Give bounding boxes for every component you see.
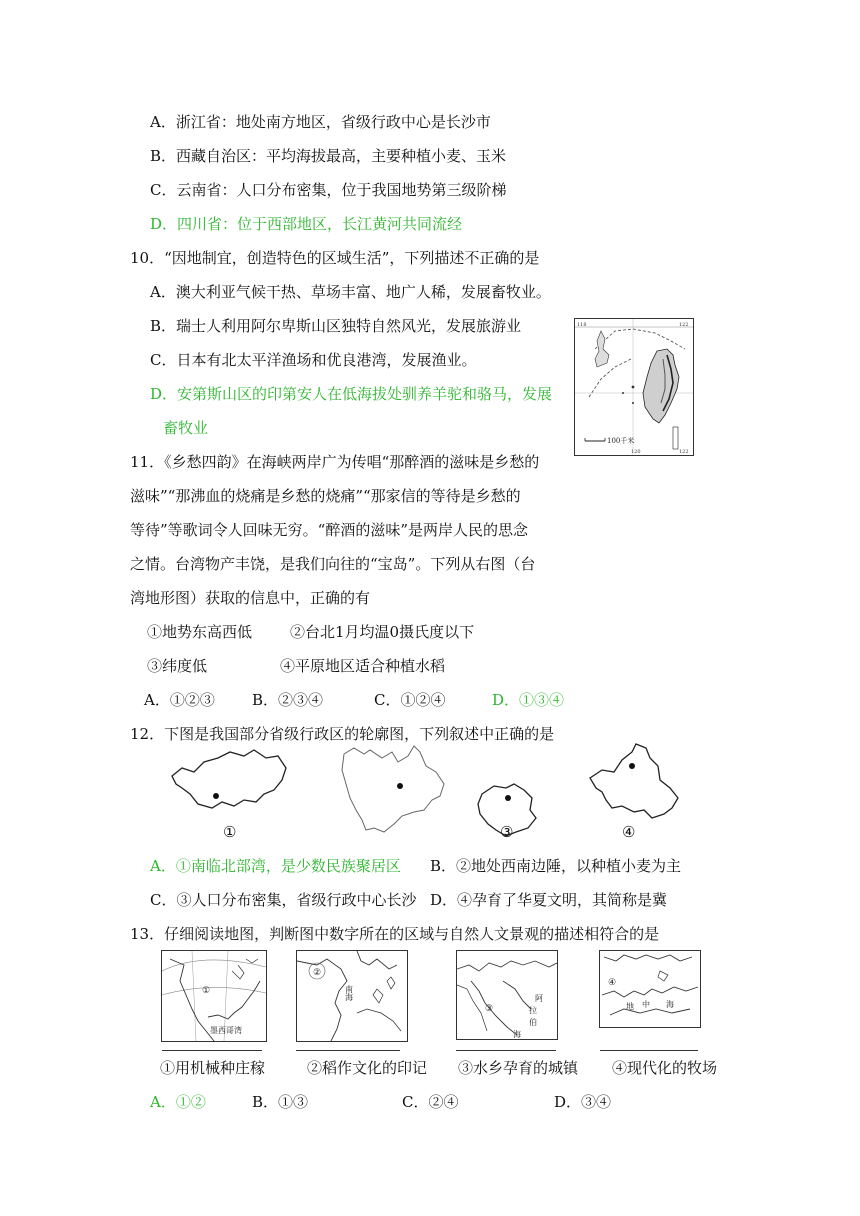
map2-caption: ②稻作文化的印记 [307,1059,428,1077]
map3-label-sea: 海 [513,1030,521,1039]
province-outline-1 [168,744,293,820]
map1-caption: ①用机械种庄稼 [160,1059,266,1077]
map-mediterranean [599,950,701,1028]
q11-option-b: B．②③④ [252,691,324,709]
map4-label-zhong: 中 [642,1000,650,1009]
taiwan-terrain-map [574,318,694,456]
province-label-3: ③ [500,823,514,841]
map4-label-di: 地 [626,1002,634,1011]
q9-option-a: A．浙江省：地处南方地区，省级行政中心是长沙市 [150,113,491,131]
map-tick-bottom-right: 122 [679,449,689,455]
map3-caption: ③水乡孕育的城镇 [458,1059,579,1077]
q12-stem: 12．下图是我国部分省级行政区的轮廓图，下列叙述中正确的是 [130,725,555,743]
map3-caption-line [456,1050,556,1051]
q11-statement-3: ③纬度低 [147,657,208,675]
q11-stem-line1: 11．《乡愁四韵》在海峡两岸广为传唱“那醉酒的滋味是乡愁的 [130,453,540,471]
q9-option-d-answer: D．四川省：位于西部地区，长江黄河共同流经 [150,215,463,233]
map1-caption-line [162,1050,262,1051]
q12-option-b: B．②地处西南边陲，以种植小麦为主 [430,857,682,875]
map-north-america [161,950,267,1042]
map-tick-top-left: 118 [577,322,587,328]
province-label-4: ④ [622,823,636,841]
q12-option-a-answer: A．①南临北部湾，是少数民族聚居区 [150,857,401,875]
q10-stem: 10．“因地制宜，创造特色的区域生活”，下列描述不正确的是 [130,249,540,267]
q10-option-c: C．日本有北太平洋渔场和优良港湾，发展渔业。 [150,351,477,369]
province-outline-2 [336,744,456,836]
q11-stem-line3: 等待”等歌词令人回味无穷。“醉酒的滋味”是两岸人民的思念 [130,521,529,539]
map3-label-bo: 伯 [529,1018,537,1027]
map3-label-a: 阿 [535,994,543,1003]
q13-stem: 13．仔细阅读地图，判断图中数字所在的区域与自然人文景观的描述相符合的是 [130,925,660,943]
map4-label-hai: 海 [666,1000,674,1009]
map-tick-bottom: 120 [631,449,641,455]
q11-stem-line4: 之情。台湾物产丰饶，是我们向往的“宝岛”。下列从右图（台 [130,555,536,573]
map1-gulf-label: 墨西哥湾 [210,1026,242,1035]
q11-option-d-answer: D．①③④ [492,691,565,709]
q11-option-c: C．①②④ [374,691,446,709]
map3-number: ③ [485,1004,494,1014]
map-middle-east [456,950,558,1040]
q9-option-b: B．西藏自治区：平均海拔最高，主要种植小麦、玉米 [150,147,507,165]
map4-caption: ④现代化的牧场 [612,1059,718,1077]
q9-option-c: C．云南省：人口分布密集，位于我国地势第三级阶梯 [150,181,507,199]
q13-option-d: D．③④ [554,1093,612,1111]
map2-number: ② [313,968,322,978]
map2-sea-label: 南海 [344,985,354,1001]
province-outline-4 [586,742,682,824]
map4-caption-line [600,1050,698,1051]
q11-stem-line5: 湾地形图）获取的信息中，正确的有 [130,589,371,607]
map2-caption-line [296,1050,400,1051]
q11-statement-4: ④平原地区适合种植水稻 [280,657,446,675]
province-label-1: ① [223,823,237,841]
q11-stem-line2: 滋味”“那沸血的烧痛是乡愁的烧痛”“那家信的等待是乡愁的 [130,487,521,505]
q13-option-c: C．②④ [402,1093,459,1111]
map-southeast-asia [296,950,408,1042]
q13-option-b: B．①③ [252,1093,309,1111]
map-scale-label: 100千米 [607,437,635,445]
q10-option-a: A．澳大利亚气候干热、草场丰富、地广人稀，发展畜牧业。 [150,283,551,301]
q12-option-d: D．④孕育了华夏文明，其简称是冀 [430,891,668,909]
q13-option-a-answer: A．①② [150,1093,206,1111]
q12-option-c: C．③人口分布密集，省级行政中心长沙 [150,891,417,909]
map3-label-la: 拉 [529,1006,537,1015]
map4-number: ④ [608,978,617,988]
q11-statement-1: ①地势东高西低 [147,623,253,641]
q11-option-a: A．①②③ [144,691,215,709]
map1-number: ① [202,986,211,996]
q10-option-b: B．瑞士人利用阿尔卑斯山区独特自然风光，发展旅游业 [150,317,522,335]
q10-option-d-answer: D．安第斯山区的印第安人在低海拔处驯养羊驼和骆马，发展 [150,385,553,403]
q10-option-d-answer-cont: 畜牧业 [163,419,209,437]
map-tick-top-right: 122 [679,322,689,328]
q11-statement-2: ②台北1月均温0摄氏度以下 [290,623,475,641]
